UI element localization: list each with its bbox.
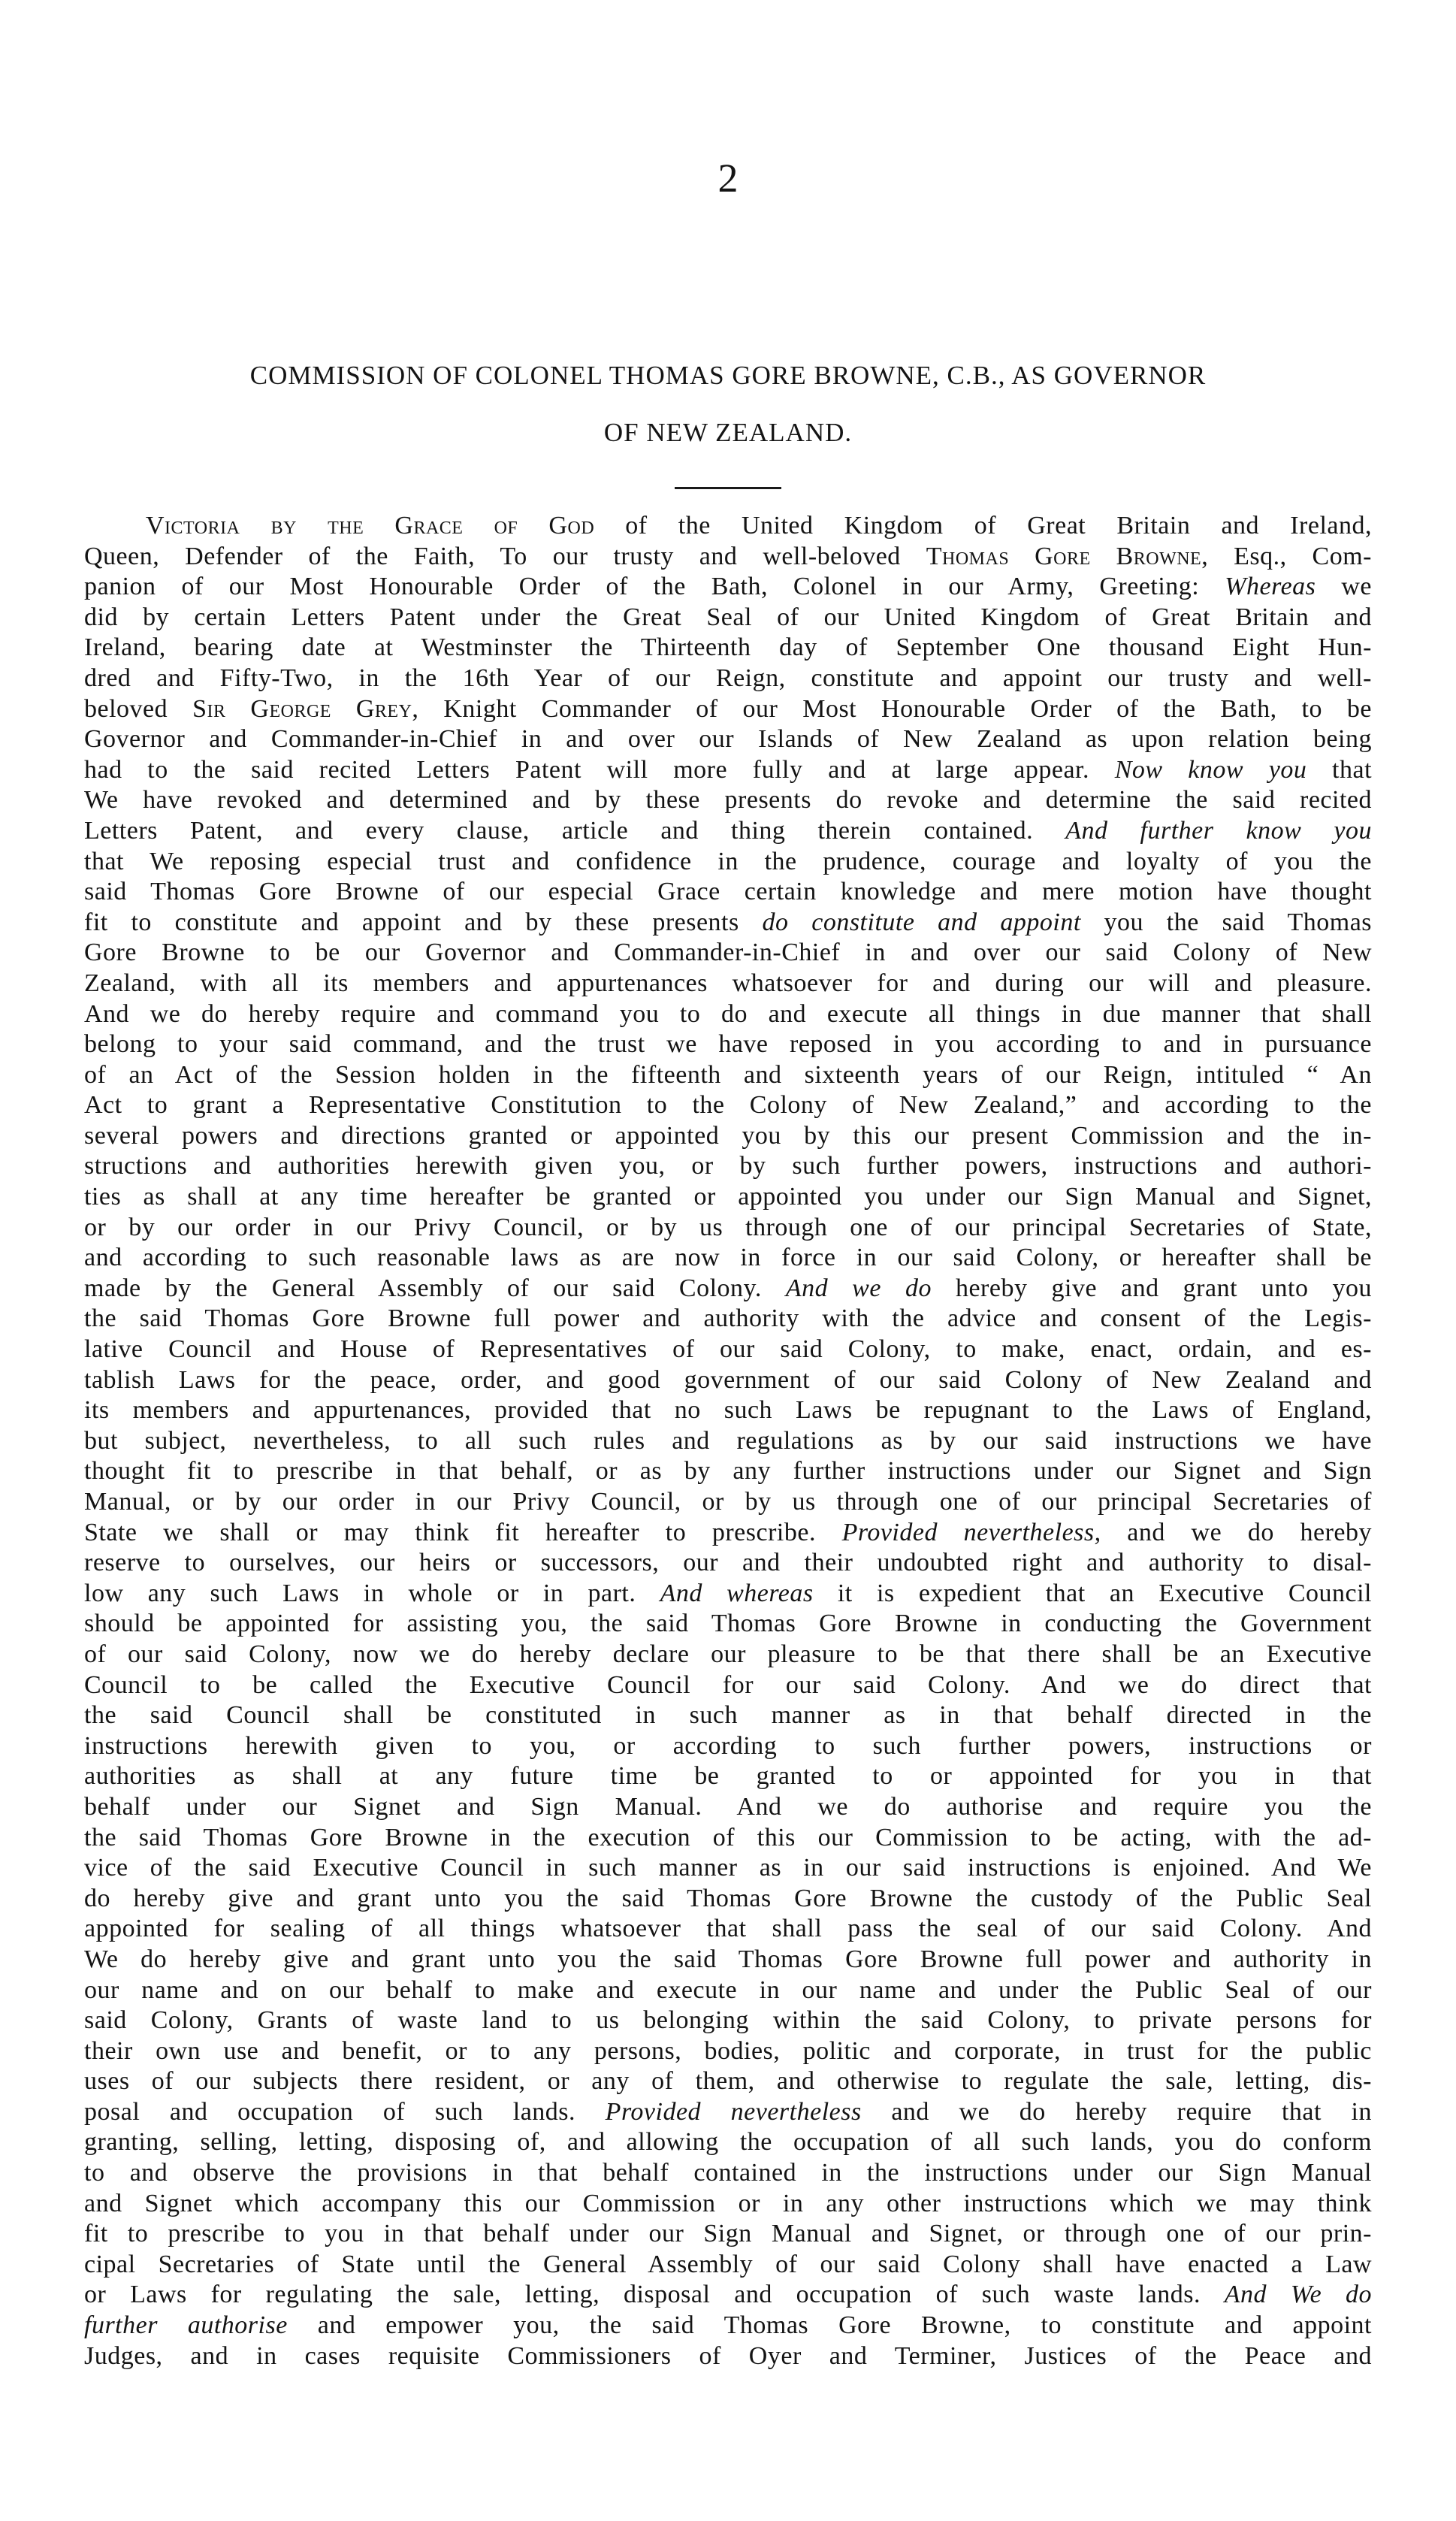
body-line: but subject, nevertheless, to all such rules and regulations as by our said instructions we have [84, 1426, 1372, 1455]
commission-body [84, 511, 1372, 2371]
body-line: their own use and benefit, or to any persons, bodies, politic and corporate, in trust for the public [84, 2036, 1372, 2065]
body-line-opening-2 [84, 542, 1372, 573]
body-line: Gore Browne to be our Governor and Commander-in-Chief in and over our said Colony of New [84, 939, 1372, 967]
body-line: Letters Patent, and every clause, article and thing therein contained. And further know you [84, 816, 1372, 845]
body-line: dred and Fifty-Two, in the 16th Year of our Reign, constitute and appoint our trusty and well- [84, 664, 1372, 692]
body-line: fit to prescribe to you in that behalf under our Sign Manual and Signet, or through one of our prin- [84, 2220, 1372, 2248]
page-title [83, 347, 1373, 461]
body-line: Judges, and in cases requisite Commissioners of Oyer and Terminer, Justices of the Peace and [84, 2341, 1372, 2370]
opening-line-2-a: Queen, Defender of the Faith, To our trusty and well-beloved [84, 542, 926, 570]
body-line: of an Act of the Session holden in the fifteenth and sixteenth years of our Reign, intituled “ An [84, 1060, 1372, 1089]
body-line: We do hereby give and grant unto you the said Thomas Gore Browne full power and authority in [84, 1945, 1372, 1973]
body-line: further authorise and empower you, the said Thomas Gore Browne, to constitute and appoint [84, 2311, 1372, 2340]
body-line: appointed for sealing of all things whatsoever that shall pass the seal of our said Colony. And [84, 1915, 1372, 1943]
body-line: beloved Sir George Grey, Knight Commander of our Most Honourable Order of the Bath, to be [84, 694, 1372, 723]
body-line: made by the General Assembly of our said Colony. And we do hereby give and grant unto you [84, 1274, 1372, 1302]
page-number: 2 [717, 156, 739, 201]
opening-line-2-b: , Esq., Com- [1201, 542, 1372, 570]
body-line: reserve to ourselves, our heirs or successors, our and their undoubted right and authority to disal- [84, 1549, 1372, 1577]
body-line: vice of the said Executive Council in such manner as in our said instructions is enjoined. And We [84, 1854, 1372, 1882]
body-line: had to the said recited Letters Patent will more fully and at large appear. Now know you that [84, 755, 1373, 784]
body-line: said Thomas Gore Browne of our especial Grace certain knowledge and mere motion have thought [84, 878, 1372, 906]
body-line: that We reposing especial trust and confidence in the prudence, courage and loyalty of you the [84, 847, 1372, 875]
body-line: our name and on our behalf to make and execute in our name and under the Public Seal of our [84, 1975, 1372, 2004]
body-line: tablish Laws for the peace, order, and good government of our said Colony of New Zealand and [84, 1365, 1372, 1394]
body-line: authorities as shall at any future time be granted to or appointed for you in that [84, 1762, 1372, 1791]
body-line: Manual, or by our order in our Privy Council, or by us through one of our principal Secretaries of [84, 1488, 1372, 1516]
body-line: instructions herewith given to you, or according to such further powers, instructions or [84, 1731, 1372, 1760]
body-line: ties as shall at any time hereafter be granted or appointed you under our Sign Manual and Signet, [84, 1183, 1372, 1211]
browne-name: Thomas Gore Browne [926, 542, 1202, 570]
body-line: the said Thomas Gore Browne full power and authority with the advice and consent of the Legis- [84, 1304, 1372, 1333]
body-line: granting, selling, letting, disposing of, and allowing the occupation of all such lands, you do conform [84, 2128, 1372, 2157]
body-line-opening-1 [84, 511, 1372, 542]
body-line: posal and occupation of such lands. Provided nevertheless and we do hereby require that in [84, 2097, 1372, 2126]
title-divider [675, 487, 781, 489]
body-line: to and observe the provisions in that behalf contained in the instructions under our Sign Manual [84, 2159, 1372, 2187]
body-line: Council to be called the Executive Council for our said Colony. And we do direct that [84, 1670, 1372, 1699]
body-line: of our said Colony, now we do hereby declare our pleasure to be that there shall be an Executive [84, 1640, 1372, 1668]
body-line: Zealand, with all its members and appurtenances whatsoever for and during our will and pleasure. [84, 969, 1372, 997]
body-line: State we shall or may think fit hereafter to prescribe. Provided nevertheless, and we do hereby [84, 1518, 1372, 1546]
victoria-heading: Victoria by the Grace of God [146, 512, 595, 540]
body-line: and according to such reasonable laws as are now in force in our said Colony, or hereafter shall be [84, 1244, 1372, 1272]
body-line: And we do hereby require and command you to do and execute all things in due manner that shall [84, 999, 1372, 1028]
body-line: said Colony, Grants of waste land to us belonging within the said Colony, to private persons for [84, 2006, 1372, 2035]
body-line: Ireland, bearing date at Westminster the Thirteenth day of September One thousand Eight Hun- [84, 633, 1372, 662]
body-line: panion of our Most Honourable Order of the Bath, Colonel in our Army, Greeting: Whereas we [84, 573, 1372, 601]
body-line: the said Thomas Gore Browne in the execution of this our Commission to be acting, with the ad- [84, 1823, 1372, 1851]
title-line-1: COMMISSION OF COLONEL THOMAS GORE BROWNE, C.B., AS GOVERNOR [249, 361, 1207, 390]
body-line: its members and appurtenances, provided that no such Laws be repugnant to the Laws of England, [84, 1396, 1372, 1425]
body-line: Act to grant a Representative Constitution to the Colony of New Zealand,” and according to the [84, 1091, 1372, 1120]
body-line: several powers and directions granted or appointed you by this our present Commission and the in- [84, 1121, 1372, 1150]
title-line-2: OF NEW ZEALAND. [603, 418, 853, 447]
body-line: structions and authorities herewith given you, or by such further powers, instructions and authori- [84, 1152, 1372, 1180]
body-line: uses of our subjects there resident, or any of them, and otherwise to regulate the sale, letting, dis- [84, 2067, 1372, 2096]
body-line: low any such Laws in whole or in part. And whereas it is expedient that an Executive Council [84, 1579, 1372, 1607]
body-line: lative Council and House of Representatives of our said Colony, to make, enact, ordain, and es- [84, 1335, 1372, 1364]
body-line: behalf under our Signet and Sign Manual. And we do authorise and require you the [84, 1792, 1372, 1821]
body-line: belong to your said command, and the trust we have reposed in you according to and in pursuance [84, 1030, 1372, 1059]
body-lines [84, 572, 1372, 2371]
body-line: should be appointed for assisting you, the said Thomas Gore Browne in conducting the Government [84, 1610, 1372, 1638]
body-line: cipal Secretaries of State until the General Assembly of our said Colony shall have enacted a Law [84, 2250, 1372, 2278]
body-line: the said Council shall be constituted in such manner as in that behalf directed in the [84, 1701, 1372, 1730]
body-line: We have revoked and determined and by these presents do revoke and determine the said recited [84, 786, 1372, 815]
body-line: Governor and Commander-in-Chief in and over our Islands of New Zealand as upon relation being [84, 725, 1372, 754]
body-line: and Signet which accompany this our Commission or in any other instructions which we may think [84, 2189, 1372, 2217]
body-line: or by our order in our Privy Council, or by us through one of our principal Secretaries of State, [84, 1213, 1372, 1241]
body-line: fit to constitute and appoint and by these presents do constitute and appoint you the said Thomas [84, 908, 1373, 936]
body-line: thought fit to prescribe in that behalf, or as by any further instructions under our Signet and Sign [84, 1457, 1372, 1486]
body-line: did by certain Letters Patent under the Great Seal of our United Kingdom of Great Britain and [84, 603, 1372, 631]
body-line: do hereby give and grant unto you the said Thomas Gore Browne the custody of the Public Seal [84, 1884, 1372, 1912]
opening-line-1-rest: of the United Kingdom of Great Britain and Ireland, [594, 512, 1372, 540]
body-line: or Laws for regulating the sale, letting, disposal and occupation of such waste lands. And We do [84, 2281, 1372, 2309]
